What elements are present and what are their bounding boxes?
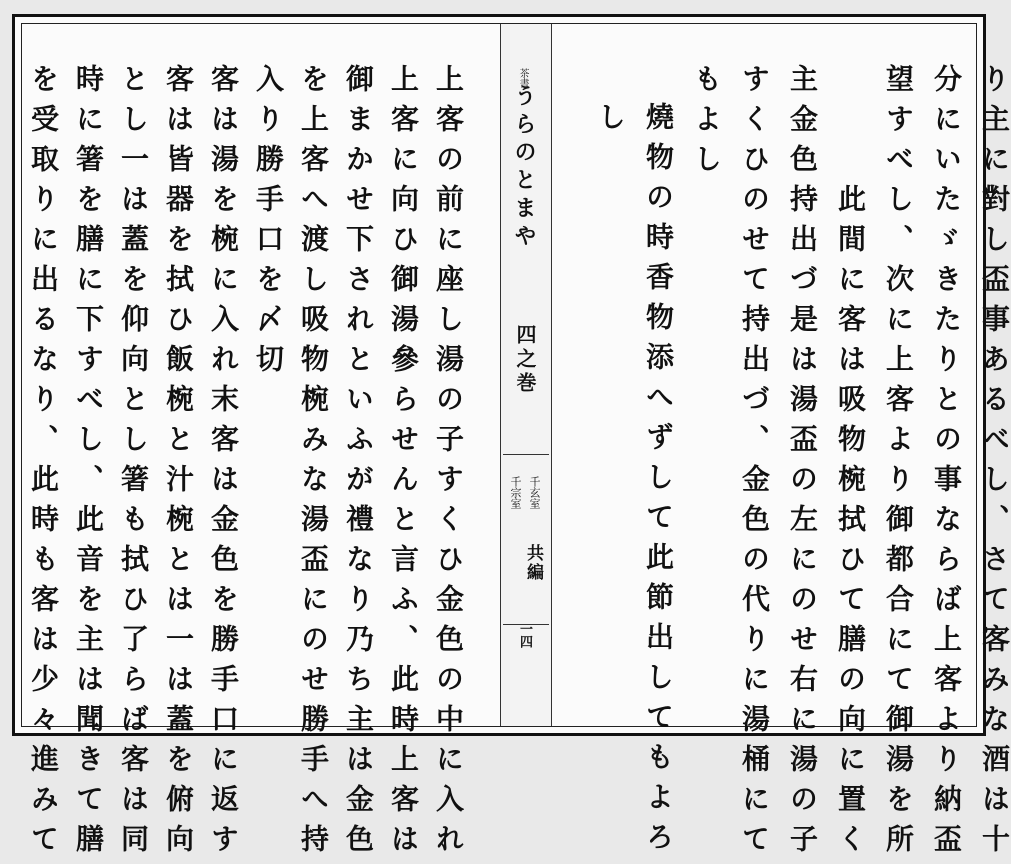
gutter-divider — [503, 454, 549, 455]
category-label: 茶書 — [517, 68, 528, 88]
editors-suffix: 共編 — [523, 544, 543, 582]
left-text-column-3: 御まかせ下されといふが禮なり乃ち主は金色 — [342, 64, 375, 864]
book-gutter — [500, 24, 552, 726]
right-text-column-8: 燒物の時香物添へずして此節出してもよろ — [642, 102, 675, 862]
left-text-column-8: とし一は蓋を仰向とし箸も拭ひ了らば客は同 — [117, 64, 150, 864]
left-text-column-2: 上客に向ひ御湯參らせんと言ふ、此時上客は — [387, 64, 420, 864]
left-text-column-4: を上客へ渡し吸物椀みな湯盃にのせ勝手へ持 — [297, 64, 330, 864]
right-text-column-3: 望すべし、次に上客より御都合にて御湯を所 — [882, 64, 915, 864]
left-text-column-1: 上客の前に座し湯の子すくひ金色の中に入れ — [432, 64, 465, 864]
book-spread — [12, 14, 1011, 864]
right-text-column-5: 主金色持出づ是は湯盃の左にのせ右に湯の子 — [786, 64, 819, 864]
right-text-column-1: り主に對し盃事あるべし、さて客みな酒は十 — [978, 64, 1011, 864]
right-text-column-4: 此間に客は吸物椀拭ひて膳の向に置く — [834, 184, 867, 864]
left-text-column-6: 客は湯を椀に入れ末客は金色を勝手口に返す — [207, 64, 240, 864]
page-number: 一四 — [517, 622, 532, 648]
left-text-column-10: を受取りに出るなり、此時も客は少々進みて — [27, 64, 60, 864]
book-title: うらのとまや — [511, 84, 537, 252]
volume-label: 四之巻 — [513, 324, 537, 396]
page-frame — [21, 23, 1011, 864]
right-text-column-6: すくひのせて持出づ、金色の代りに湯桶にて — [738, 64, 771, 864]
right-text-column-7: もよし — [690, 64, 723, 184]
right-text-column-2: 分にいたゞきたりとの事ならば上客より納盃 — [930, 64, 963, 864]
right-text-column-9: し — [594, 102, 627, 142]
left-text-column-7: 客は皆器を拭ひ飯椀と汁椀とは一は蓋を俯向 — [162, 64, 195, 864]
left-text-column-5: 入り勝手口を〆切 — [252, 64, 285, 384]
left-text-column-9: 時に箸を膳に下すべし、此音を主は聞きて膳 — [72, 64, 105, 864]
editor-name-b: 千宗室 — [509, 476, 522, 509]
editor-name-a: 千玄室 — [528, 476, 541, 509]
